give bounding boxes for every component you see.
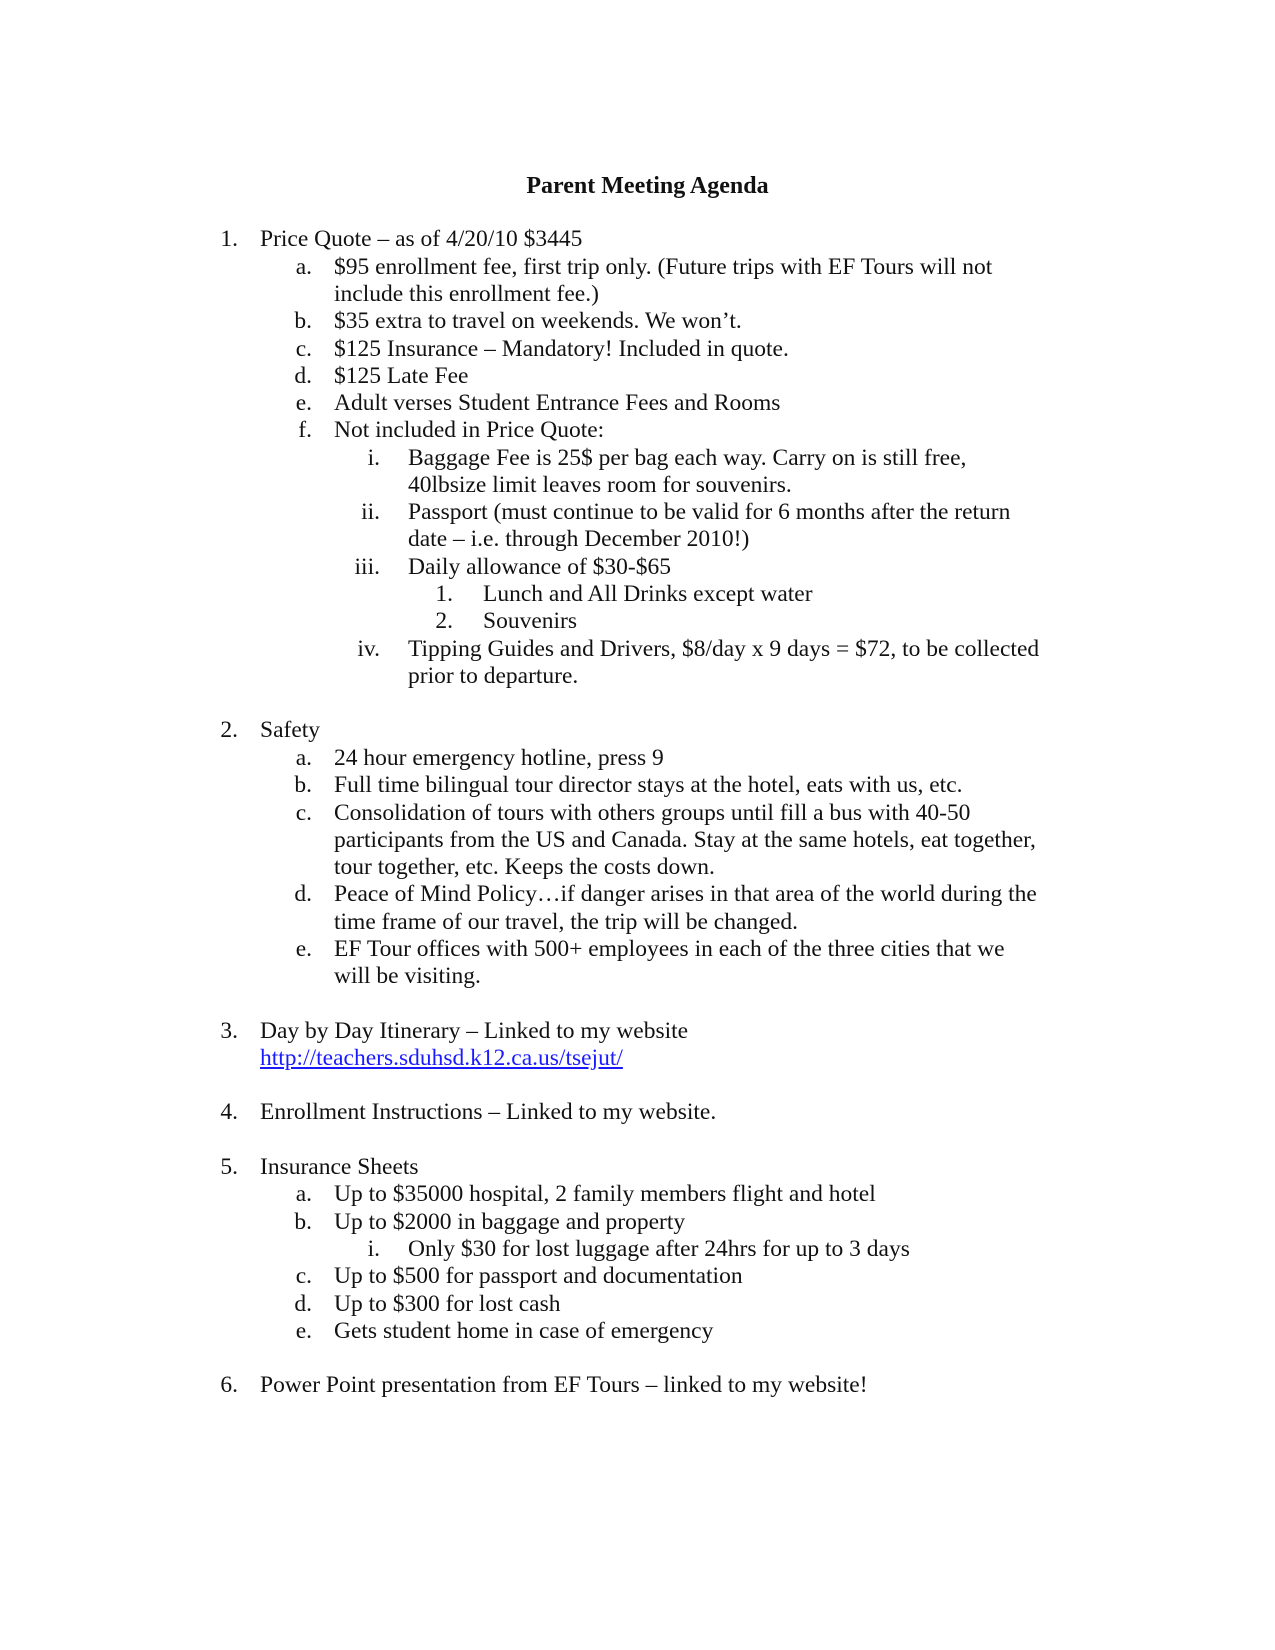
list-marker: a. (295, 745, 312, 771)
list-item-text: Adult verses Student Entrance Fees and Rooms (334, 390, 781, 416)
list-marker: e. (295, 936, 312, 962)
list-marker: ii. (361, 499, 380, 525)
list-item-text: 24 hour emergency hotline, press 9 (334, 745, 664, 771)
list-marker: i. (367, 1236, 380, 1262)
website-link[interactable]: http://teachers.sduhsd.k12.ca.us/tsejut/ (260, 1045, 623, 1071)
list-item-text: $125 Insurance – Mandatory! Included in quote. (334, 336, 789, 362)
section-heading-price-quote: Price Quote – as of 4/20/10 $3445 (260, 226, 583, 252)
section-heading-insurance: Insurance Sheets (260, 1154, 419, 1180)
list-item-text: Passport (must continue to be valid for 6 months after the return (408, 499, 1011, 525)
list-item-text: Not included in Price Quote: (334, 417, 605, 443)
list-item-text: Baggage Fee is 25$ per bag each way. Carry on is still free, (408, 445, 967, 471)
list-item-text: $35 extra to travel on weekends. We won’t. (334, 308, 742, 334)
list-item-text: Only $30 for lost luggage after 24hrs for up to 3 days (408, 1236, 910, 1262)
section-heading-enrollment: Enrollment Instructions – Linked to my website. (260, 1099, 717, 1125)
list-marker: 3. (220, 1018, 238, 1044)
list-item-text: will be visiting. (334, 963, 481, 989)
list-item-text: Souvenirs (483, 608, 577, 634)
list-item-text: $95 enrollment fee, first trip only. (Future trips with EF Tours will not (334, 254, 993, 280)
section-heading-itinerary: Day by Day Itinerary – Linked to my website (260, 1018, 689, 1044)
page-title: Parent Meeting Agenda (526, 173, 769, 199)
list-marker: 1. (435, 581, 453, 607)
list-item-text: Peace of Mind Policy…if danger arises in that area of the world during the (334, 881, 1037, 907)
list-marker: d. (294, 1291, 312, 1317)
list-item-text: tour together, etc. Keeps the costs down. (334, 854, 715, 880)
list-marker: iv. (357, 636, 380, 662)
list-item-text: Up to $35000 hospital, 2 family members flight and hotel (334, 1181, 876, 1207)
list-marker: b. (294, 772, 312, 798)
list-item-text: Daily allowance of $30-$65 (408, 554, 671, 580)
list-marker: c. (295, 800, 312, 826)
list-item-text: Gets student home in case of emergency (334, 1318, 714, 1344)
list-item-text: Up to $2000 in baggage and property (334, 1209, 686, 1235)
list-marker: 1. (220, 226, 238, 252)
list-marker: c. (295, 1263, 312, 1289)
list-item-text: prior to departure. (408, 663, 579, 689)
list-marker: a. (295, 254, 312, 280)
list-marker: i. (367, 445, 380, 471)
list-item-text: Full time bilingual tour director stays at the hotel, eats with us, etc. (334, 772, 963, 798)
list-item-text: Up to $500 for passport and documentation (334, 1263, 743, 1289)
list-item-text: include this enrollment fee.) (334, 281, 599, 307)
list-item-text: Tipping Guides and Drivers, $8/day x 9 days = $72, to be collected (408, 636, 1040, 662)
section-heading-safety: Safety (260, 717, 321, 743)
list-item-text: participants from the US and Canada. Stay at the same hotels, eat together, (334, 827, 1036, 853)
list-item-text: EF Tour offices with 500+ employees in each of the three cities that we (334, 936, 1005, 962)
list-marker: e. (295, 1318, 312, 1344)
list-item-text: 40lbsize limit leaves room for souvenirs. (408, 472, 792, 498)
list-marker: d. (294, 363, 312, 389)
list-item-text: Lunch and All Drinks except water (483, 581, 813, 607)
list-marker: b. (294, 308, 312, 334)
list-item-text: date – i.e. through December 2010!) (408, 526, 750, 552)
list-marker: 4. (220, 1099, 238, 1125)
list-marker: 2. (220, 717, 238, 743)
list-marker: iii. (354, 554, 380, 580)
list-marker: 2. (435, 608, 453, 634)
list-item-text: $125 Late Fee (334, 363, 469, 389)
list-marker: e. (295, 390, 312, 416)
list-marker: 6. (220, 1372, 238, 1398)
list-item-text: Up to $300 for lost cash (334, 1291, 561, 1317)
list-item-text: time frame of our travel, the trip will be changed. (334, 909, 798, 935)
list-marker: 5. (220, 1154, 238, 1180)
list-marker: b. (294, 1209, 312, 1235)
list-marker: a. (295, 1181, 312, 1207)
list-marker: f. (298, 417, 312, 443)
section-heading-powerpoint: Power Point presentation from EF Tours – linked to my website! (260, 1372, 868, 1398)
list-item-text: Consolidation of tours with others groups until fill a bus with 40-50 (334, 800, 971, 826)
list-marker: d. (294, 881, 312, 907)
list-marker: c. (295, 336, 312, 362)
